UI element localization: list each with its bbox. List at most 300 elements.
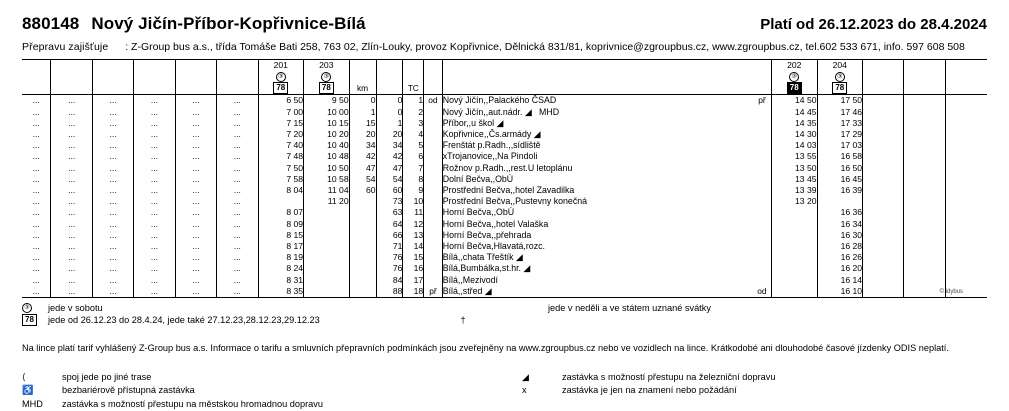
time-204: 16 20 <box>817 263 863 274</box>
dots-cell: ... <box>92 275 133 286</box>
dots-cell <box>945 174 987 185</box>
dots-cell <box>945 107 987 118</box>
od-marker <box>424 151 443 162</box>
dots-cell: ... <box>22 129 51 140</box>
km-value <box>349 241 376 252</box>
dots-cell: ... <box>51 118 92 129</box>
km2-value: 47 <box>376 163 403 174</box>
dots-cell <box>904 252 945 263</box>
dots-cell <box>904 230 945 241</box>
dots-cell: ... <box>92 140 133 151</box>
time-201: 7 50 <box>258 163 304 174</box>
dots-cell: ... <box>92 185 133 196</box>
spacer-cell <box>945 82 987 95</box>
table-row <box>22 241 987 252</box>
dots-cell <box>863 107 904 118</box>
time-201: 6 50 <box>258 95 304 107</box>
dots-cell <box>863 230 904 241</box>
spacer-cell <box>175 60 216 71</box>
km-header-label: km <box>349 82 376 95</box>
dots-cell: ... <box>175 107 216 118</box>
dots-cell: ... <box>175 275 216 286</box>
spacer-cell <box>904 71 945 82</box>
stop-name: Bílá,,Mezivodí <box>442 274 498 285</box>
saturday-icon: ③ <box>276 72 286 82</box>
dots-cell: ... <box>175 252 216 263</box>
time-202: 14 03 <box>771 140 817 151</box>
table-row <box>22 207 987 218</box>
stop-name: Horní Bečva,,ObÚ <box>442 207 515 218</box>
stop-col-header <box>442 60 753 71</box>
dots-cell: ... <box>134 174 175 185</box>
dots-cell <box>863 263 904 274</box>
spacer-cell <box>217 60 258 71</box>
tc-value: 7 <box>403 163 424 174</box>
symbol-202 <box>771 71 817 82</box>
table-row <box>22 151 987 162</box>
time-202 <box>771 241 817 252</box>
dots-cell: ... <box>22 207 51 218</box>
dots-cell: ... <box>22 230 51 241</box>
dots-cell <box>904 95 945 107</box>
dots-cell: ... <box>92 95 133 107</box>
spacer-cell <box>134 82 175 95</box>
pr-marker <box>753 196 772 207</box>
dots-cell <box>863 174 904 185</box>
circle-6-icon: ③ <box>22 303 32 313</box>
time-201: 7 48 <box>258 151 304 162</box>
dots-cell: ... <box>134 252 175 263</box>
spacer-cell <box>217 82 258 95</box>
km-value <box>349 207 376 218</box>
dots-cell: ... <box>217 207 258 218</box>
legend-saturday-text: jede v sobotu <box>48 303 103 314</box>
km-value: 60 <box>349 185 376 196</box>
km2-col <box>376 71 403 82</box>
time-203: 10 40 <box>304 140 350 151</box>
note-row <box>22 371 987 385</box>
badge-204 <box>817 82 863 95</box>
pr-marker <box>753 163 772 174</box>
spacer-cell <box>945 71 987 82</box>
dots-cell: ... <box>92 230 133 241</box>
mhd-icon: MHD <box>22 398 43 409</box>
table-row <box>22 196 987 207</box>
time-201: 7 58 <box>258 174 304 185</box>
stop-col <box>442 71 753 82</box>
copyright-note: © idybus <box>939 289 963 296</box>
dots-cell: ... <box>175 219 216 230</box>
dots-cell: ... <box>175 185 216 196</box>
od-marker <box>424 230 443 241</box>
time-204: 16 14 <box>817 275 863 286</box>
dots-cell: ... <box>134 230 175 241</box>
km2-value: 71 <box>376 241 403 252</box>
dots-cell: ... <box>175 241 216 252</box>
dots-cell: ... <box>217 151 258 162</box>
dots-cell: ... <box>51 286 92 297</box>
stop-name: Frenštát p.Radh.,,sídliště <box>442 140 541 151</box>
dots-cell <box>904 263 945 274</box>
time-201: 7 15 <box>258 118 304 129</box>
dots-cell: ... <box>92 286 133 297</box>
time-201: 8 15 <box>258 230 304 241</box>
time-204: 16 36 <box>817 207 863 218</box>
table-row <box>22 263 987 274</box>
symbol-legend <box>22 302 987 328</box>
pr-marker <box>753 174 772 185</box>
km-header <box>349 60 376 71</box>
dots-cell: ... <box>217 174 258 185</box>
km2-header <box>376 60 403 71</box>
dots-cell: ... <box>134 196 175 207</box>
od-marker <box>424 163 443 174</box>
spacer-cell <box>217 71 258 82</box>
dots-cell <box>904 241 945 252</box>
time-203 <box>304 263 350 274</box>
dots-cell: ... <box>22 140 51 151</box>
km-value: 47 <box>349 163 376 174</box>
km-value: 34 <box>349 140 376 151</box>
tc-value: 4 <box>403 129 424 140</box>
note-text: bezbariérově přístupná zastávka <box>62 385 195 396</box>
dots-cell: ... <box>134 163 175 174</box>
dots-cell <box>863 252 904 263</box>
time-203 <box>304 275 350 286</box>
dots-cell: ... <box>22 185 51 196</box>
spacer-cell <box>51 71 92 82</box>
table-row <box>22 107 987 118</box>
pr-marker <box>753 252 772 263</box>
time-202: 13 20 <box>771 196 817 207</box>
stop-label: Nový Jičín,,aut.nádr. ◢ <box>442 106 532 117</box>
time-201: 8 04 <box>258 185 304 196</box>
column-header-204: 204 <box>817 60 863 71</box>
dots-cell: ... <box>217 107 258 118</box>
stop-name: Horní Bečva,Hlavatá,rozc. <box>442 241 545 252</box>
dots-cell <box>904 207 945 218</box>
dots-cell: ... <box>217 230 258 241</box>
tc-value: 18 <box>403 286 424 297</box>
tc-value: 3 <box>403 118 424 129</box>
stop-name: Prostřední Bečva,,Pustevny konečná <box>442 196 588 207</box>
dots-cell: ... <box>217 275 258 286</box>
spacer-cell <box>51 82 92 95</box>
time-202 <box>771 230 817 241</box>
dots-cell: ... <box>134 219 175 230</box>
stop-header-cell <box>442 82 753 95</box>
mhd-marker: MHD <box>539 106 560 117</box>
dots-cell <box>945 252 987 263</box>
od-marker <box>424 263 443 274</box>
tc-header <box>403 60 424 71</box>
dots-cell: ... <box>22 286 51 297</box>
pr-marker <box>753 151 772 162</box>
time-204: 17 46 <box>817 107 863 118</box>
dots-cell <box>945 140 987 151</box>
dots-cell: ... <box>217 252 258 263</box>
legend-period-text: jede od 26.12.23 do 28.4.24, jede také 27.12.23,28.12.23,29.12.23 <box>48 315 320 326</box>
spacer-cell <box>175 82 216 95</box>
time-203: 10 48 <box>304 151 350 162</box>
dots-cell: ... <box>134 241 175 252</box>
dots-cell: ... <box>217 196 258 207</box>
dots-cell: ... <box>134 275 175 286</box>
badge-202 <box>771 82 817 95</box>
km-col <box>349 71 376 82</box>
time-201: 8 07 <box>258 207 304 218</box>
dots-cell <box>863 207 904 218</box>
tc-value: 16 <box>403 263 424 274</box>
table-row <box>22 275 987 286</box>
spacer-cell <box>863 60 904 71</box>
time-202: 13 39 <box>771 185 817 196</box>
stop-name: Bílá,Bumbálka,st.hr. ◢ <box>442 263 531 274</box>
dots-cell: ... <box>175 196 216 207</box>
dots-cell: ... <box>134 118 175 129</box>
dots-cell <box>904 140 945 151</box>
time-201: 8 35 <box>258 286 304 297</box>
spacer-cell <box>134 71 175 82</box>
cross-icon: † <box>460 315 466 326</box>
dots-cell: ... <box>51 241 92 252</box>
tc-col <box>403 71 424 82</box>
time-203: 11 04 <box>304 185 350 196</box>
tc-value: 8 <box>403 174 424 185</box>
dots-cell: ... <box>175 95 216 107</box>
od-marker <box>424 219 443 230</box>
pr-marker: př <box>753 95 772 107</box>
note-text: zastávka s možností přestupu na železniční dopravu <box>562 371 776 382</box>
tc-value: 12 <box>403 219 424 230</box>
dots-cell: ... <box>51 140 92 151</box>
dots-cell: ... <box>51 207 92 218</box>
km-value <box>349 286 376 297</box>
dots-cell <box>863 163 904 174</box>
stop-name: xTrojanovice,,Na Pindoli <box>442 151 538 162</box>
column-header-201: 201 <box>258 60 304 71</box>
km2-value: 0 <box>376 107 403 118</box>
dots-cell: ... <box>217 241 258 252</box>
dots-cell: ... <box>92 118 133 129</box>
spacer-cell <box>22 60 51 71</box>
time-204: 16 39 <box>817 185 863 196</box>
stop-name: Bílá,,střed ◢ <box>442 285 492 296</box>
time-204: 17 03 <box>817 140 863 151</box>
time-203 <box>304 219 350 230</box>
km-value: 0 <box>349 95 376 107</box>
badge-row <box>22 82 987 95</box>
tc-value: 1 <box>403 95 424 107</box>
time-204: 16 10 <box>817 286 863 297</box>
dots-cell <box>945 230 987 241</box>
dots-cell: ... <box>92 107 133 118</box>
tariff-info: Na lince platí tarif vyhlášený Z-Group bus a.s. Informace o tarifu a smluvních přepravních podmínkách jsou zveřejněny na www.zgroupbus.cz nebo ve vozidlech na lince. Krátkodobé ani dlouhodobé časové jízdenky ODIS neplatí. <box>22 343 949 354</box>
badge-78: 78 <box>22 314 37 326</box>
spacer-cell <box>51 60 92 71</box>
time-202 <box>771 286 817 297</box>
dots-cell: ... <box>51 185 92 196</box>
km2-value: 20 <box>376 129 403 140</box>
time-201 <box>258 196 304 207</box>
table-row <box>22 286 987 297</box>
dots-cell: ... <box>134 151 175 162</box>
dots-cell: ... <box>134 129 175 140</box>
dots-cell: ... <box>175 230 216 241</box>
od-marker: od <box>753 286 772 297</box>
dots-cell: ... <box>22 219 51 230</box>
dots-cell <box>945 129 987 140</box>
pr-marker <box>753 275 772 286</box>
dots-cell: ... <box>217 118 258 129</box>
dots-cell: ... <box>51 219 92 230</box>
badge-203 <box>304 82 350 95</box>
badge-201 <box>258 82 304 95</box>
dots-cell: ... <box>51 107 92 118</box>
dots-cell: ... <box>217 263 258 274</box>
table-row <box>22 129 987 140</box>
dots-cell: ... <box>92 129 133 140</box>
carrier-info <box>22 41 987 53</box>
note-text: zastávka je jen na znamení nebo požádání <box>562 385 737 396</box>
dots-cell <box>904 219 945 230</box>
dots-cell: ... <box>92 151 133 162</box>
km2-value: 63 <box>376 207 403 218</box>
time-203 <box>304 252 350 263</box>
dots-cell <box>863 241 904 252</box>
dots-cell <box>863 275 904 286</box>
time-202 <box>771 219 817 230</box>
time-204: 16 50 <box>817 163 863 174</box>
time-204: 17 29 <box>817 129 863 140</box>
spacer-cell <box>92 82 133 95</box>
dots-cell: ... <box>92 163 133 174</box>
spacer-cell <box>134 60 175 71</box>
dots-cell: ... <box>217 219 258 230</box>
saturday-icon: ③ <box>321 72 331 82</box>
table-row <box>22 230 987 241</box>
tc-value: 11 <box>403 207 424 218</box>
km2-value: 54 <box>376 174 403 185</box>
tc-value: 9 <box>403 185 424 196</box>
table-row <box>22 163 987 174</box>
column-number-row <box>22 60 987 71</box>
legend-row-period <box>22 314 987 326</box>
notes-legend <box>22 371 987 411</box>
validity-period: Platí od 26.12.2023 do 28.4.2024 <box>760 16 987 33</box>
dots-cell: ... <box>22 196 51 207</box>
km2-value: 73 <box>376 196 403 207</box>
time-204: 16 28 <box>817 241 863 252</box>
time-203 <box>304 230 350 241</box>
km2-header-label <box>376 82 403 95</box>
km2-value: 76 <box>376 252 403 263</box>
km2-value: 42 <box>376 151 403 162</box>
spacer-cell <box>904 60 945 71</box>
period-badge-icon <box>22 314 48 326</box>
dots-cell <box>904 275 945 286</box>
dots-cell <box>863 185 904 196</box>
spacer-cell <box>945 60 987 71</box>
dots-cell: ... <box>92 252 133 263</box>
od-marker <box>424 185 443 196</box>
dots-cell <box>945 185 987 196</box>
dots-cell: ... <box>92 219 133 230</box>
od-col <box>424 71 443 82</box>
spacer-cell <box>92 71 133 82</box>
dots-cell <box>945 151 987 162</box>
time-202 <box>771 207 817 218</box>
time-203 <box>304 286 350 297</box>
dots-cell: ... <box>134 185 175 196</box>
period-badge: 78 <box>832 82 847 94</box>
on-request-icon: x <box>522 385 527 396</box>
km2-value: 76 <box>376 263 403 274</box>
dots-cell: ... <box>217 129 258 140</box>
km-value <box>349 263 376 274</box>
km2-value: 64 <box>376 219 403 230</box>
od-header <box>424 60 443 71</box>
dots-cell: ... <box>134 286 175 297</box>
dots-cell: ... <box>92 263 133 274</box>
stop-name: Kopřivnice,,Čs.armády ◢ <box>442 129 541 140</box>
pr-marker <box>753 230 772 241</box>
dots-cell: ... <box>22 263 51 274</box>
dots-cell: ... <box>22 118 51 129</box>
pr-marker <box>753 118 772 129</box>
dots-cell: ... <box>51 263 92 274</box>
time-202: 14 30 <box>771 129 817 140</box>
dots-cell <box>863 118 904 129</box>
time-204 <box>817 196 863 207</box>
stop-name: Nový Jičín,,Palackého ČSAD <box>442 95 557 106</box>
dots-cell: ... <box>217 163 258 174</box>
tc-value: 6 <box>403 151 424 162</box>
table-row <box>22 118 987 129</box>
time-204: 16 45 <box>817 174 863 185</box>
table-row <box>22 252 987 263</box>
rail-transfer-icon: ◢ <box>522 371 530 382</box>
time-202: 14 50 <box>771 95 817 107</box>
dots-cell <box>863 219 904 230</box>
od-marker <box>424 196 443 207</box>
km-value: 42 <box>349 151 376 162</box>
time-201: 7 40 <box>258 140 304 151</box>
time-204: 16 34 <box>817 219 863 230</box>
dots-cell <box>904 129 945 140</box>
symbol-203 <box>304 71 350 82</box>
dots-cell: ... <box>92 174 133 185</box>
od-marker <box>424 252 443 263</box>
pr-marker <box>753 140 772 151</box>
dots-cell: ... <box>134 107 175 118</box>
tc-value: 2 <box>403 107 424 118</box>
tc-header-label: TC <box>403 82 424 95</box>
dots-cell: ... <box>51 174 92 185</box>
km2-value: 84 <box>376 275 403 286</box>
time-202: 14 45 <box>771 107 817 118</box>
period-badge: 78 <box>319 82 334 94</box>
dots-cell <box>945 241 987 252</box>
dots-cell: ... <box>51 252 92 263</box>
km-value <box>349 219 376 230</box>
dots-cell: ... <box>51 230 92 241</box>
dots-cell: ... <box>175 263 216 274</box>
dots-cell <box>945 118 987 129</box>
time-201: 8 19 <box>258 252 304 263</box>
od-marker <box>424 207 443 218</box>
stop-name: Prostřední Bečva,,hotel Zavadilka <box>442 185 575 196</box>
